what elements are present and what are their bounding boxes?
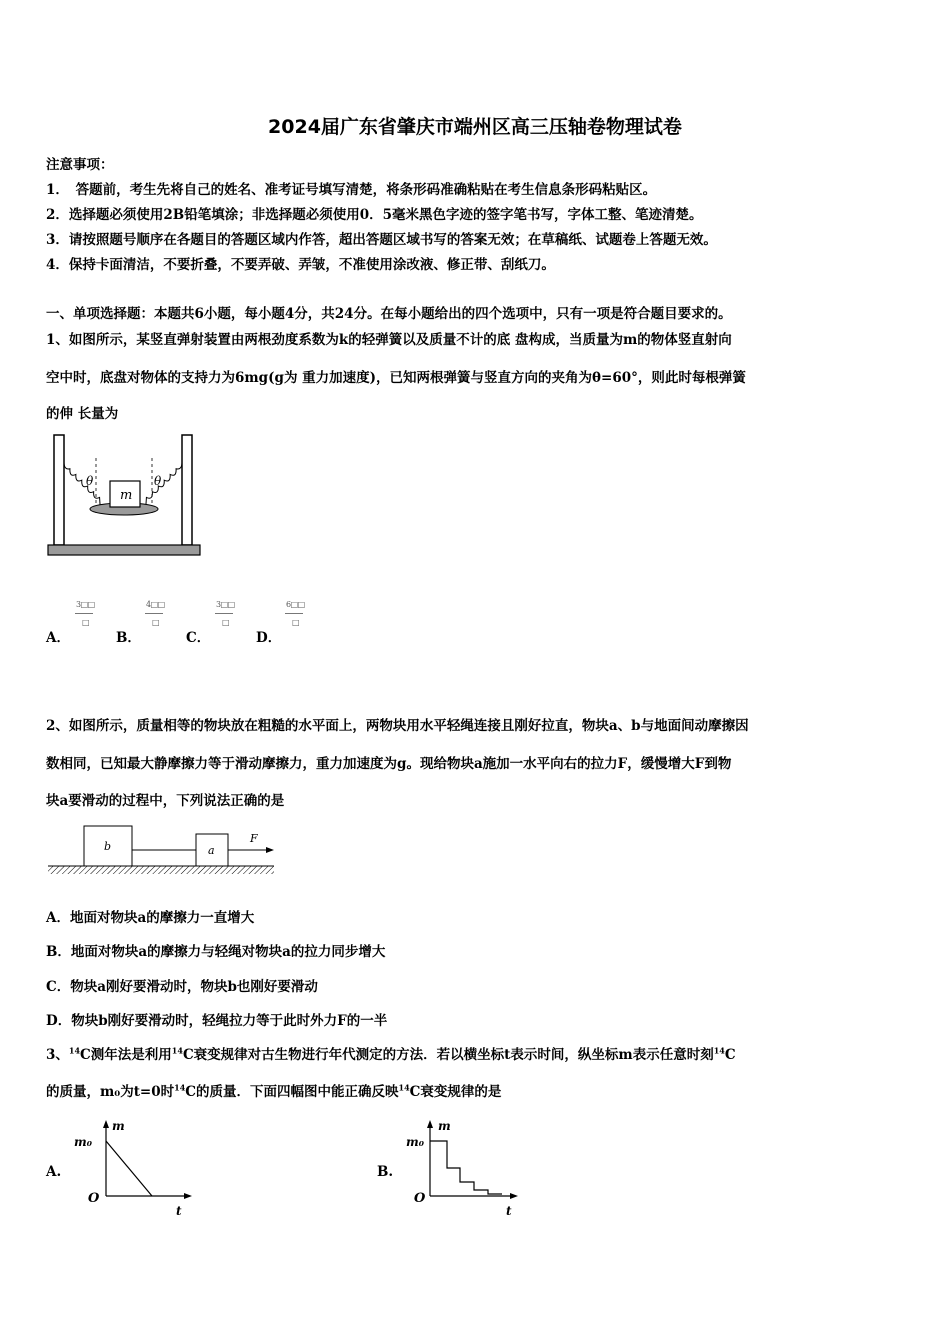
- q2-line: 数相同，已知最大静摩擦力等于滑动摩擦力，重力加速度为g。现给物块a施加一水平向右的拉力F，缓慢增大F到物: [46, 756, 732, 772]
- q2-option-c[interactable]: C．物块a刚好要滑动时，物块b也刚好要滑动: [46, 979, 318, 995]
- angle-label: θ: [86, 474, 94, 488]
- m0-label: m₀: [406, 1135, 424, 1149]
- fraction-bar: [75, 613, 93, 614]
- y-axis-label: m: [112, 1119, 125, 1133]
- q2-line: 2、如图所示，质量相等的物块放在粗糙的水平面上，两物块用水平轻绳连接且刚好拉直，物块a、b与地面间动摩擦因: [46, 718, 749, 734]
- q1-spring-figure: [46, 433, 204, 561]
- option-d[interactable]: [256, 598, 326, 648]
- block-a-label: a: [208, 844, 215, 857]
- option-c[interactable]: [186, 598, 256, 648]
- option-b[interactable]: [116, 598, 186, 648]
- option-denominator: □: [152, 618, 160, 627]
- notice-heading: 注意事项：: [46, 157, 114, 173]
- y-axis-label: m: [438, 1119, 451, 1133]
- option-numerator: 4□□: [146, 600, 165, 609]
- fraction-bar: [145, 613, 163, 614]
- q1-line: 的伸 长量为: [46, 406, 119, 422]
- fraction-bar: [215, 613, 233, 614]
- block-b-label: b: [104, 840, 112, 853]
- option-label: B．: [116, 630, 141, 646]
- notice-item: 4．保持卡面清洁，不要折叠，不要弄破、弄皱，不准使用涂改液、修正带、刮纸刀。: [46, 257, 555, 273]
- q2-line: 块a要滑动的过程中，下列说法正确的是: [46, 793, 285, 809]
- option-numerator: 3□□: [216, 600, 235, 609]
- q2-option-d[interactable]: D．物块b刚好要滑动时，轻绳拉力等于此时外力F的一半: [46, 1013, 388, 1029]
- q3-line: 的质量，m₀为t=0时$^{14}$C的质量．下面四幅图中能正确反映$^{14}$C衰变规律的是: [46, 1082, 502, 1100]
- page-title: 2024届广东省肇庆市端州区高三压轴卷物理试卷: [268, 116, 682, 138]
- notice-item: 3．请按照题号顺序在各题目的答题区域内作答，超出答题区域书写的答案无效；在草稿纸、试题卷上答题无效。: [46, 232, 717, 248]
- option-numerator: 6□□: [286, 600, 305, 609]
- origin-label: O: [414, 1191, 426, 1206]
- notice-item: 1． 答题前，考生先将自己的姓名、准考证号填写清楚，将条形码准确粘贴在考生信息条形码粘贴区。: [46, 182, 657, 198]
- mass-label: m: [120, 488, 133, 503]
- q3-graph-b: [402, 1116, 526, 1218]
- notice-item: 2．选择题必须使用2B铅笔填涂；非选择题必须使用0．5毫米黑色字迹的签字笔书写，字体工整、笔迹清楚。: [46, 207, 703, 223]
- option-numerator: 3□□: [76, 600, 95, 609]
- option-a[interactable]: [46, 598, 116, 648]
- q3-line: 3、$^{14}$C测年法是利用$^{14}$C衰变规律对古生物进行年代测定的方法．若以横坐标t表示时间，纵坐标m表示任意时刻$^{14}$C: [46, 1045, 736, 1063]
- q2-option-b[interactable]: B．地面对物块a的摩擦力与轻绳对物块a的拉力同步增大: [46, 944, 386, 960]
- q1-line: 空中时，底盘对物体的支持力为6mg(g为 重力加速度)，已知两根弹簧与竖直方向的夹角为θ=60°，则此时每根弹簧: [46, 370, 746, 386]
- q2-blocks-figure: [46, 822, 278, 882]
- fraction-bar: [285, 613, 303, 614]
- q1-line: 1、如图所示，某竖直弹射装置由两根劲度系数为k的轻弹簧以及质量不计的底 盘构成，当质量为m的物体竖直射向: [46, 332, 732, 348]
- q1-options: [46, 598, 346, 648]
- x-axis-label: t: [176, 1204, 182, 1218]
- origin-label: O: [88, 1191, 100, 1206]
- option-denominator: □: [222, 618, 230, 627]
- m0-label: m₀: [74, 1135, 92, 1149]
- force-label: F: [250, 832, 258, 845]
- q3-option-b[interactable]: B.: [377, 1164, 394, 1180]
- option-label: D．: [256, 630, 282, 646]
- option-denominator: □: [292, 618, 300, 627]
- option-denominator: □: [82, 618, 90, 627]
- option-label: C．: [186, 630, 211, 646]
- q3-option-a[interactable]: A.: [46, 1164, 62, 1180]
- q2-option-a[interactable]: A．地面对物块a的摩擦力一直增大: [46, 910, 255, 926]
- section-heading: 一、单项选择题：本题共6小题，每小题4分，共24分。在每小题给出的四个选项中，只有一项是符合题目要求的。: [46, 306, 732, 322]
- q3-graph-a: [72, 1116, 196, 1218]
- x-axis-label: t: [506, 1204, 512, 1218]
- angle-label: θ: [154, 474, 162, 488]
- option-label: A．: [46, 630, 70, 646]
